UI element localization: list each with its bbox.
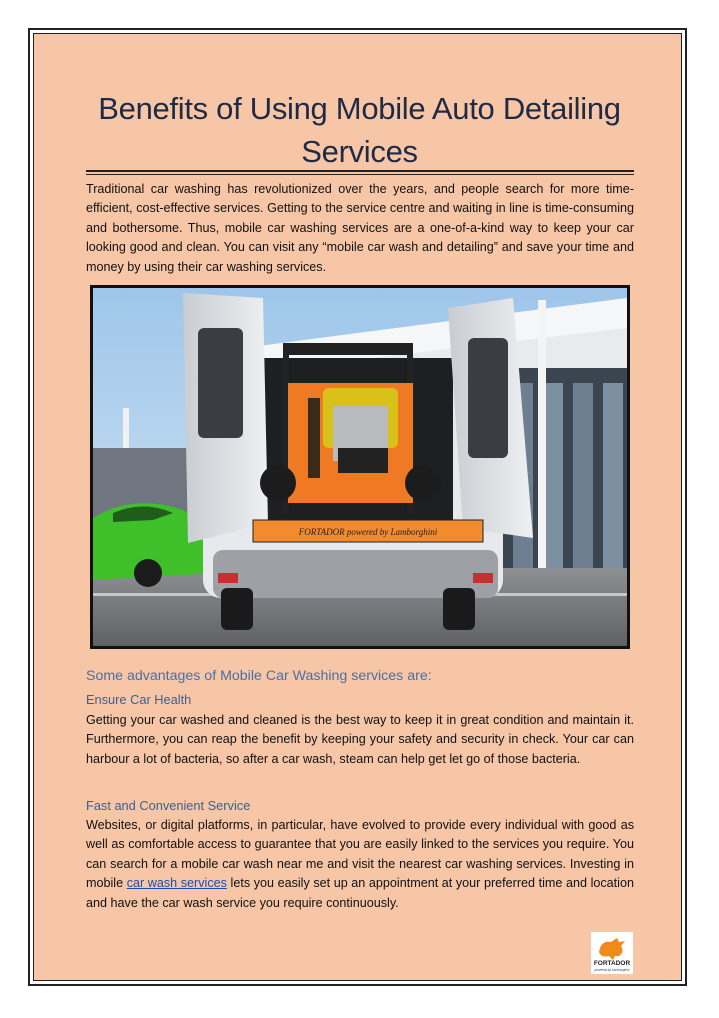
section-body-convenient-service (86, 816, 634, 913)
bull-logo-icon (591, 932, 633, 974)
intro-paragraph: Traditional car washing has revolutionized over the years, and people search for more time-efficient, cost-effective services. Getting to the service centre and waiting in line is time-consuming and bothersome. Thus, mobile car washing services are a one-of-a-kind way to keep your car looking good and clean. You can visit any “mobile car wash and detailing” and save your time and money by using their car washing services. (86, 182, 634, 274)
logo-tagline: powered by Lamborghini (594, 968, 630, 972)
body-text-after-link: lets you easily set up an appointment at your preferred time and location and have the car wash service you require continuously. (86, 876, 634, 910)
equipment-label: FORTADOR powered by Lamborghini (298, 527, 438, 537)
title-rule (86, 170, 634, 172)
body-text-before-link: Websites, or digital platforms, in particular, have evolved to provide every individual with good as well as comfortable access to guarantee that you are easily linked to the services you require. You can search for a mobile car wash near me and visit the nearest car washing services. Investing in mobile (86, 818, 634, 891)
document-title: Benefits of Using Mobile Auto Detailing Services (98, 91, 621, 169)
fortador-logo (591, 932, 633, 974)
section-heading-car-health: Ensure Car Health (86, 692, 192, 707)
logo-brand: FORTADOR (593, 960, 631, 967)
van-photo-illustration (93, 288, 627, 646)
section-heading-convenient-service: Fast and Convenient Service (86, 798, 251, 813)
advantages-heading: Some advantages of Mobile Car Washing services are: (86, 668, 432, 684)
car-wash-services-link[interactable]: car wash services (126, 876, 227, 891)
article-photo (90, 285, 630, 649)
title-rule-thin (86, 174, 634, 175)
section-body-car-health: Getting your car washed and cleaned is the best way to keep it in great condition and maintain it. Furthermore, you can reap the benefit by keeping your safety and security in check. Your car can harbour a lot of bacteria, so after a car wash, steam can help get let go of those bacteria. (86, 713, 634, 766)
